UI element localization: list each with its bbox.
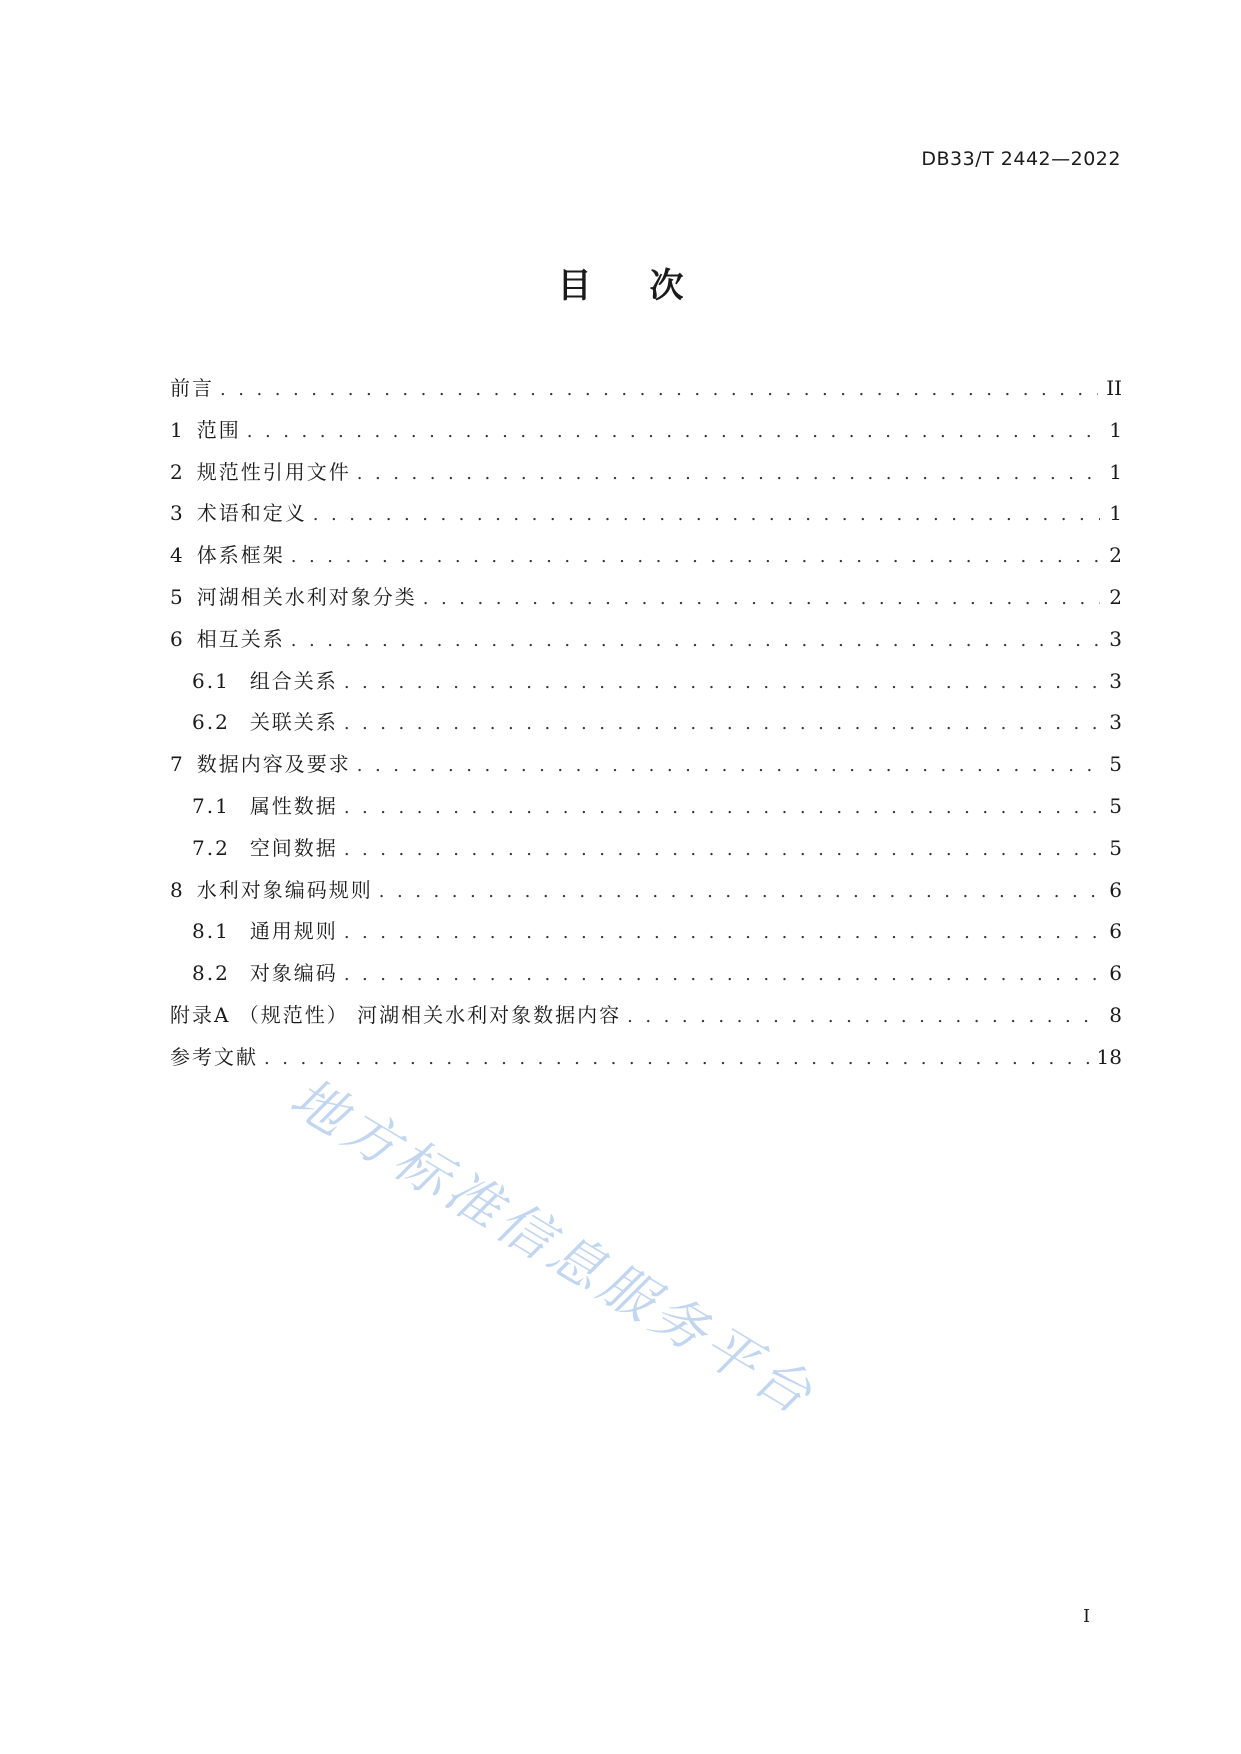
toc-leader-dots — [379, 881, 1100, 902]
toc-entry-label: 通用规则 — [249, 919, 338, 944]
toc-entry-page: 5 — [1109, 835, 1122, 860]
toc-entry[interactable] — [170, 874, 1122, 916]
toc-entry-label: 前言 — [170, 376, 214, 400]
toc-entry-label: 参考文献 — [170, 1044, 258, 1069]
toc-entry[interactable] — [170, 414, 1122, 456]
toc-entry-number: 3 — [170, 501, 183, 526]
toc-subentry[interactable] — [170, 957, 1122, 999]
toc-entry-number: 8.1 — [192, 919, 230, 944]
toc-entry[interactable] — [170, 623, 1122, 665]
toc-leader-dots — [313, 504, 1100, 525]
toc-entry[interactable] — [170, 748, 1122, 790]
toc-entry-number: 8 — [170, 877, 183, 902]
toc-entry-number: 6.1 — [192, 668, 230, 693]
toc-entry[interactable] — [170, 581, 1122, 623]
toc-entry-number: 8.2 — [192, 961, 230, 986]
toc-leader-dots — [344, 797, 1100, 818]
toc-leader-dots — [264, 1048, 1089, 1069]
toc-subentry[interactable] — [170, 706, 1122, 748]
toc-entry-number: 2 — [170, 459, 183, 484]
toc-entry-label: 规范性引用文件 — [196, 459, 351, 484]
toc-leader-dots — [423, 588, 1100, 609]
toc-entry-page: II — [1106, 376, 1122, 400]
toc-entry-page: 6 — [1109, 919, 1122, 944]
toc-leader-dots — [344, 839, 1100, 860]
toc-entry-label: 相互关系 — [196, 626, 285, 651]
toc-entry-label: 术语和定义 — [196, 501, 307, 526]
page-title: 目次 — [557, 266, 742, 306]
toc-entry-label: 组合关系 — [249, 668, 338, 693]
toc-entry-label: 空间数据 — [249, 835, 338, 860]
toc-entry-label: 水利对象编码规则 — [196, 877, 373, 902]
toc-entry-number: 7.2 — [192, 835, 230, 860]
toc-entry-number: 5 — [170, 584, 183, 609]
toc-entry-number: 6 — [170, 626, 183, 651]
toc-leader-dots — [344, 713, 1100, 734]
toc-entry-page: 1 — [1109, 417, 1122, 442]
toc-entry-number: 4 — [170, 543, 183, 568]
toc-leader-dots — [291, 630, 1100, 651]
toc-entry-page: 6 — [1109, 877, 1122, 902]
toc-entry[interactable] — [170, 497, 1122, 539]
page-number: I — [1083, 1606, 1091, 1627]
toc-entry-label: 对象编码 — [249, 961, 338, 986]
toc-entry[interactable] — [170, 999, 1122, 1041]
toc-subentry[interactable] — [170, 790, 1122, 832]
toc-entry[interactable] — [170, 539, 1122, 581]
toc-entry-number: 1 — [170, 417, 183, 442]
table-of-contents — [170, 372, 1122, 1083]
toc-entry-label: 属性数据 — [249, 793, 338, 818]
toc-leader-dots — [247, 421, 1100, 442]
toc-entry-number: 7.1 — [192, 793, 230, 818]
toc-entry-page: 1 — [1109, 501, 1122, 526]
toc-entry-page: 1 — [1109, 459, 1122, 484]
toc-entry-page: 2 — [1109, 543, 1122, 568]
toc-entry-page: 6 — [1109, 961, 1122, 986]
toc-entry-number: 6.2 — [192, 710, 230, 735]
document-code: DB33/T 2442—2022 — [921, 148, 1121, 170]
toc-leader-dots — [357, 755, 1100, 776]
toc-entry[interactable] — [170, 456, 1122, 498]
toc-entry-page: 2 — [1109, 584, 1122, 609]
toc-entry-label: 体系框架 — [196, 543, 285, 568]
toc-entry-label: 数据内容及要求 — [196, 752, 351, 777]
toc-entry-label: 范围 — [196, 417, 241, 442]
toc-subentry[interactable] — [170, 665, 1122, 707]
toc-entry-label: 关联关系 — [249, 710, 338, 735]
toc-leader-dots — [357, 463, 1100, 484]
toc-entry-page: 3 — [1109, 668, 1122, 693]
toc-subentry[interactable] — [170, 915, 1122, 957]
toc-entry[interactable] — [170, 372, 1122, 414]
toc-entry-label: 附录A （规范性） 河湖相关水利对象数据内容 — [170, 1002, 622, 1027]
toc-leader-dots — [344, 922, 1100, 943]
toc-leader-dots — [627, 1006, 1100, 1027]
toc-entry-page: 3 — [1109, 710, 1122, 735]
toc-entry[interactable] — [170, 1041, 1122, 1083]
watermark: 地方标准信息服务平台 — [279, 1065, 827, 1429]
toc-entry-label: 河湖相关水利对象分类 — [196, 584, 417, 609]
toc-entry-page: 3 — [1109, 626, 1122, 651]
toc-entry-page: 5 — [1109, 752, 1122, 777]
toc-leader-dots — [220, 379, 1098, 400]
toc-entry-page: 8 — [1109, 1002, 1122, 1027]
toc-leader-dots — [344, 672, 1100, 693]
toc-leader-dots — [344, 964, 1100, 985]
toc-entry-page: 5 — [1109, 793, 1122, 818]
toc-leader-dots — [291, 546, 1100, 567]
toc-subentry[interactable] — [170, 832, 1122, 874]
toc-entry-page: 18 — [1096, 1044, 1122, 1069]
toc-entry-number: 7 — [170, 752, 183, 777]
